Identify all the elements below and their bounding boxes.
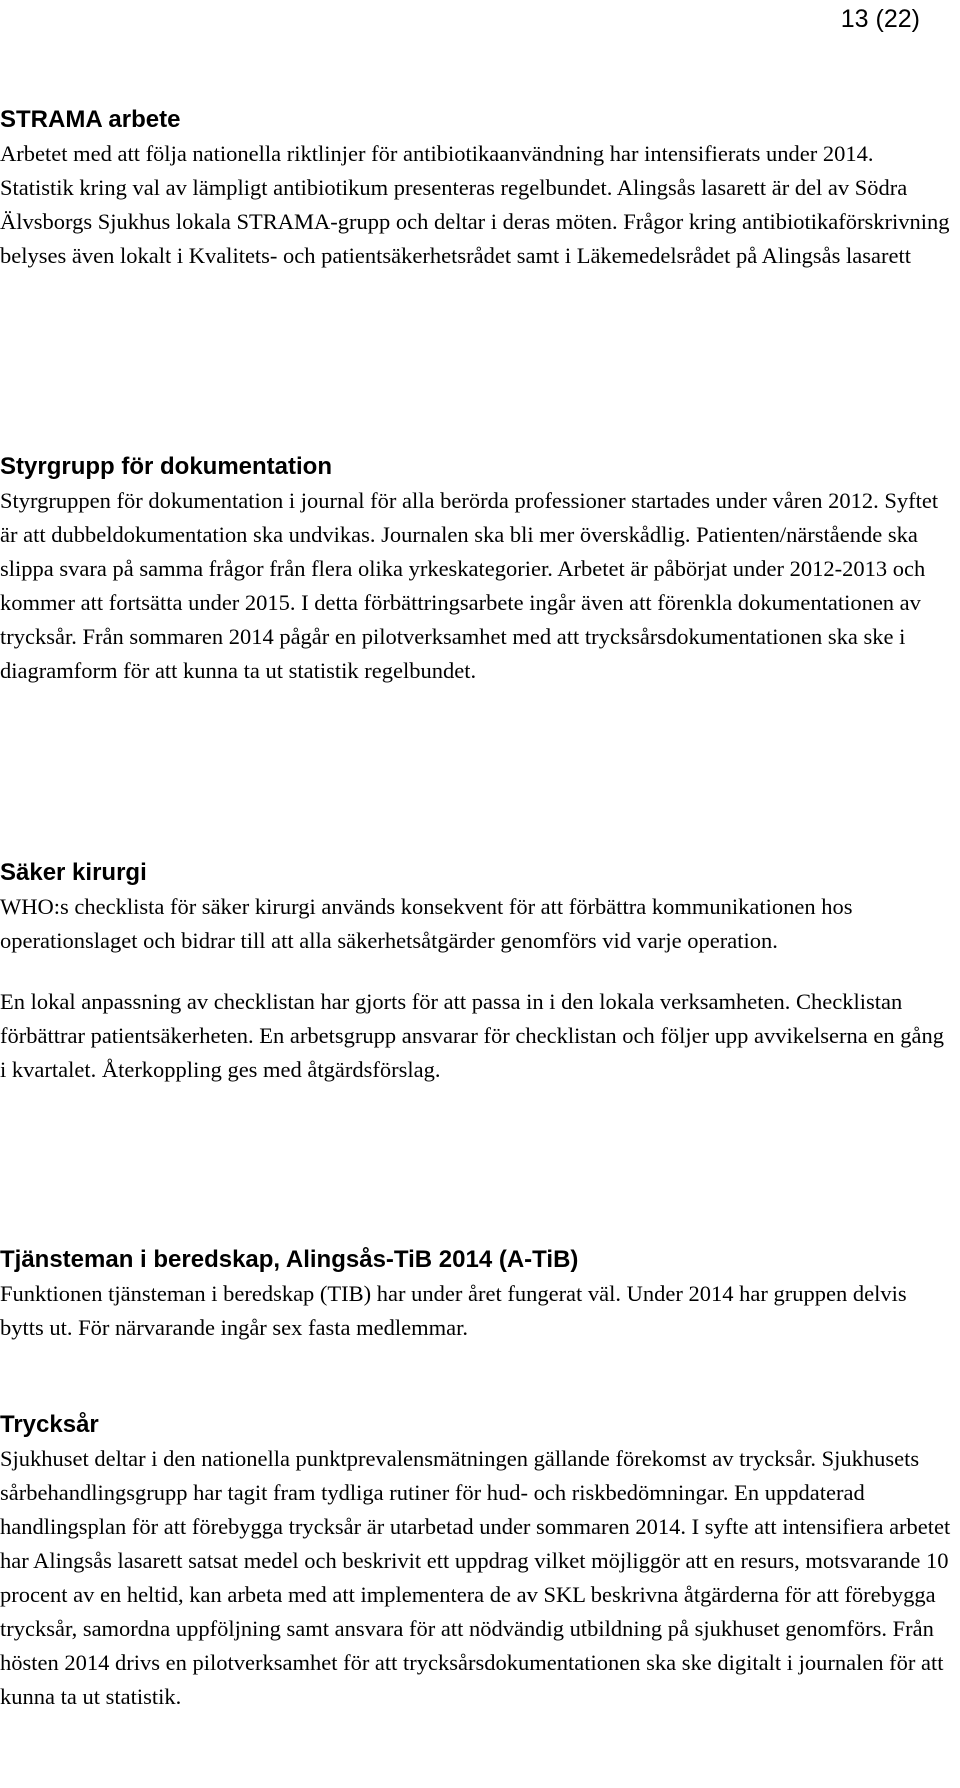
section-saker-kirurgi <box>0 856 952 1087</box>
section-heading: STRAMA arbete <box>0 106 181 133</box>
section-strama <box>0 103 952 273</box>
section-tjansteman-i-beredskap <box>0 1243 952 1345</box>
section-paragraph: Sjukhuset deltar i den nationella punktprevalensmätningen gällande förekomst av trycksår. Sjukhusets sårbehandlingsgrupp har tagit fram tydliga rutiner för hud- och riskbedömningar. En uppdaterad handlingsplan för att förebygga trycksår är utarbetad under sommaren 2014. I syfte att intensifiera arbetet har Alingsås lasarett satsat medel och beskrivit ett uppdrag vilket möjliggör att en resurs, motsvarande 10 procent av en heltid, kan arbeta med att implementera de av SKL beskrivna åtgärderna för att förebygga trycksår, samordna uppföljning samt ansvara för att nödvändig utbildning på sjukhuset genomförs. Från hösten 2014 drivs en pilotverksamhet för att trycksårsdokumentationen ska ske digitalt i journalen för att kunna ta ut statistik. <box>0 1446 951 1709</box>
section-paragraph: Funktionen tjänsteman i beredskap (TIB) har under året fungerat väl. Under 2014 har gruppen delvis bytts ut. För närvarande ingår sex fasta medlemmar. <box>0 1281 907 1340</box>
section-paragraph: Arbetet med att följa nationella riktlinjer för antibiotikaanvändning har intensifierats under 2014. Statistik kring val av lämpligt antibiotikum presenteras regelbundet. Alingsås lasarett är del av Södra Älvsborgs Sjukhus lokala STRAMA-grupp och deltar i deras möten. Frågor kring antibiotikaförskrivning belyses även lokalt i Kvalitets- och patientsäkerhetsrådet samt i Läkemedelsrådet på Alingsås lasarett <box>0 141 950 268</box>
section-heading: Tjänsteman i beredskap, Alingsås-TiB 2014 (A-TiB) <box>0 1246 579 1273</box>
section-paragraph: WHO:s checklista för säker kirurgi används konsekvent för att förbättra kommunikationen hos operationslaget och bidrar till att alla säkerhetsåtgärder genomförs vid varje operation. <box>0 894 853 953</box>
section-paragraph: En lokal anpassning av checklistan har gjorts för att passa in i den lokala verksamheten. Checklistan förbättrar patientsäkerheten. En arbetsgrupp ansvarar för checklistan och följer upp avvikelserna en gång i kvartalet. Återkoppling ges med åtgärdsförslag. <box>0 989 944 1082</box>
section-heading: Trycksår <box>0 1411 99 1438</box>
section-styrgrupp-dokumentation <box>0 450 952 688</box>
section-trycksar <box>0 1408 952 1714</box>
page-number: 13 (22) <box>840 5 920 33</box>
section-heading: Säker kirurgi <box>0 859 147 886</box>
section-paragraph: Styrgruppen för dokumentation i journal för alla berörda professioner startades under våren 2012. Syftet är att dubbeldokumentation ska undvikas. Journalen ska bli mer överskådlig. Patienten/närstående ska slippa svara på samma frågor från flera olika yrkeskategorier. Arbetet är påbörjat under 2012-2013 och kommer att fortsätta under 2015. I detta förbättringsarbete ingår även att förenkla dokumentationen av trycksår. Från sommaren 2014 pågår en pilotverksamhet med att trycksårsdokumentationen ska ske i diagramform för att kunna ta ut statistik regelbundet. <box>0 488 939 683</box>
section-heading: Styrgrupp för dokumentation <box>0 453 332 480</box>
